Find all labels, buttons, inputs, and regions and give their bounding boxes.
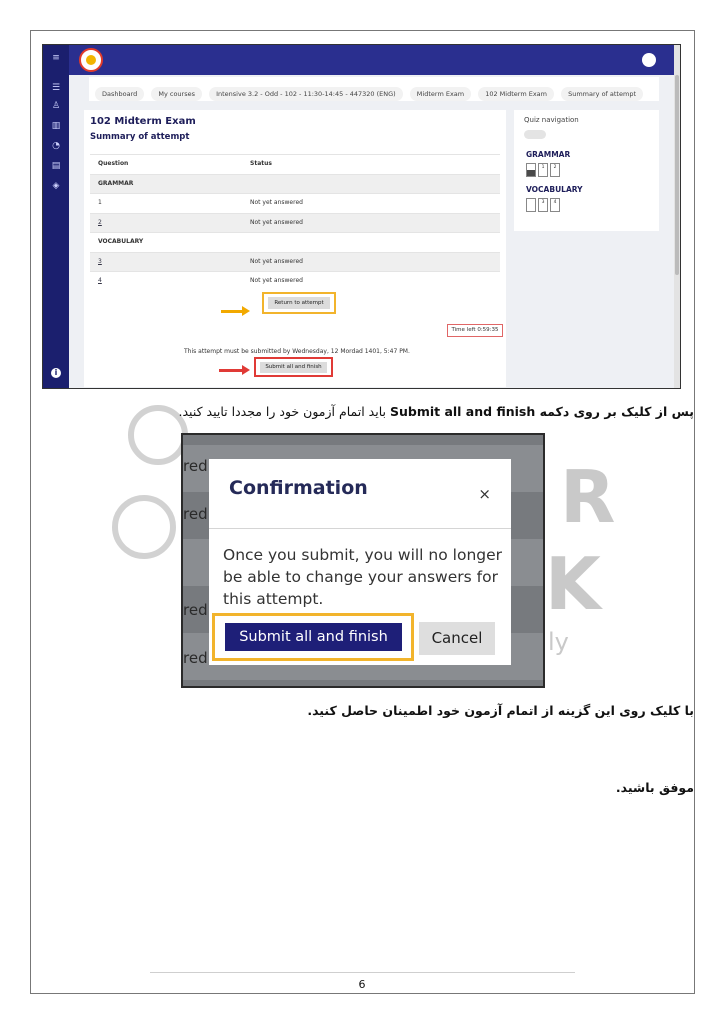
table-header-row xyxy=(90,154,500,174)
background-text: red xyxy=(183,505,208,523)
dialog-cancel-button[interactable]: Cancel xyxy=(419,622,495,655)
dialog-title: Confirmation xyxy=(229,477,368,499)
question-status: Not yet answered xyxy=(250,218,303,226)
breadcrumb-midterm-exam[interactable]: Midterm Exam xyxy=(410,87,471,101)
quiz-nav-button[interactable] xyxy=(526,198,536,212)
question-link[interactable]: 3 xyxy=(98,257,102,265)
dialog-divider xyxy=(209,528,511,529)
header-status: Status xyxy=(250,160,272,167)
nav-section-vocabulary: VOCABULARY xyxy=(526,185,583,194)
table-row xyxy=(90,213,500,233)
user-avatar[interactable] xyxy=(642,53,656,67)
instruction-1-after: باید اتمام آزمون خود را مجددا تایید کنید. xyxy=(178,404,390,419)
top-bar xyxy=(69,45,680,75)
background-text: red xyxy=(183,457,208,475)
question-status: Not yet answered xyxy=(250,257,303,265)
submit-all-and-finish-button[interactable]: Submit all and finish xyxy=(260,362,327,373)
red-arrow-icon xyxy=(219,369,243,372)
quiz-nav-button[interactable]: 1 xyxy=(538,163,548,177)
return-to-attempt-highlight xyxy=(262,292,336,314)
quiz-navigation-title: Quiz navigation xyxy=(524,116,579,124)
background-text: red xyxy=(183,649,208,667)
graduation-icon[interactable]: ◈ xyxy=(52,181,60,191)
breadcrumb-dashboard[interactable]: Dashboard xyxy=(95,87,144,101)
quiz-navigation-card xyxy=(514,110,659,231)
table-row xyxy=(90,252,500,272)
info-icon[interactable]: i xyxy=(51,368,61,378)
section-name: GRAMMAR xyxy=(98,179,134,187)
table-row xyxy=(90,271,500,291)
users-icon[interactable]: ♙ xyxy=(51,101,61,111)
breadcrumb-summary: Summary of attempt xyxy=(561,87,643,101)
calendar-icon[interactable]: ▤ xyxy=(51,161,61,171)
table-row xyxy=(90,174,500,194)
gauge-icon[interactable]: ◔ xyxy=(52,141,60,151)
breadcrumb xyxy=(89,77,659,101)
watermark-circle-bottom xyxy=(112,495,176,559)
summary-table xyxy=(90,154,500,291)
page-number: 6 xyxy=(358,978,366,991)
instruction-2: با کلیک روی این گزینه از اتمام آزمون خود اطمینان حاصل کنید. xyxy=(307,703,694,718)
dialog-message: Once you submit, you will no longer be able to change your answers for this attempt. xyxy=(223,546,503,608)
breadcrumb-quiz[interactable]: 102 Midterm Exam xyxy=(478,87,554,101)
breadcrumb-my-courses[interactable]: My courses xyxy=(151,87,202,101)
lms-summary-screenshot xyxy=(42,44,681,389)
time-left-badge: Time left 0:59:35 xyxy=(447,324,503,337)
book-icon[interactable]: ▥ xyxy=(51,121,61,131)
table-row xyxy=(90,232,500,252)
watermark-letter-r: R xyxy=(560,455,616,539)
submit-deadline-note: This attempt must be submitted by Wednesday, 12 Mordad 1401, 5:47 PM. xyxy=(184,348,410,355)
site-logo[interactable] xyxy=(79,48,103,72)
header-question: Question xyxy=(98,160,129,167)
question-status: Not yet answered xyxy=(250,277,303,284)
background-text: red xyxy=(183,601,208,619)
close-icon[interactable]: × xyxy=(478,485,491,503)
question-number: 1 xyxy=(98,199,102,206)
nav-section-grammar: GRAMMAR xyxy=(526,150,571,159)
instruction-1-button-name: Submit all and finish xyxy=(389,404,536,419)
instruction-1 xyxy=(179,404,694,419)
watermark-text-ly: ly xyxy=(548,628,569,656)
list-icon[interactable]: ☰ xyxy=(51,83,61,93)
section-name: VOCABULARY xyxy=(98,238,144,245)
breadcrumb-course[interactable]: Intensive 3.2 - Odd - 102 - 11:30-14:45 - 447320 (ENG) xyxy=(209,87,403,101)
scrollbar[interactable] xyxy=(674,45,680,388)
quiz-nav-button[interactable] xyxy=(526,163,536,177)
question-link[interactable]: 4 xyxy=(98,277,102,284)
side-nav xyxy=(43,45,69,388)
exam-title: 102 Midterm Exam xyxy=(90,116,196,127)
yellow-arrow-icon xyxy=(221,310,243,313)
question-status: Not yet answered xyxy=(250,199,303,206)
instruction-1-before: پس از کلیک بر روی دکمه xyxy=(535,404,694,419)
submit-highlight-frame xyxy=(212,613,414,661)
confirmation-dialog xyxy=(209,459,511,665)
nav-vocabulary-buttons xyxy=(526,198,562,217)
table-row xyxy=(90,193,500,213)
watermark-letter-k: K xyxy=(545,542,601,626)
scrollbar-thumb[interactable] xyxy=(675,75,679,275)
quiz-nav-button[interactable]: 3 xyxy=(538,198,548,212)
confirmation-dialog-screenshot xyxy=(181,433,545,688)
summary-card xyxy=(84,110,506,387)
quiz-nav-button[interactable]: 2 xyxy=(550,163,560,177)
submit-all-highlight xyxy=(254,357,333,377)
nav-grammar-buttons xyxy=(526,163,562,182)
quiz-nav-button[interactable]: 4 xyxy=(550,198,560,212)
question-link[interactable]: 2 xyxy=(98,218,102,226)
summary-title: Summary of attempt xyxy=(90,132,190,142)
return-to-attempt-button[interactable]: Return to attempt xyxy=(268,297,330,309)
dialog-submit-button[interactable]: Submit all and finish xyxy=(225,623,402,651)
user-placeholder xyxy=(524,130,546,139)
footer-divider xyxy=(150,972,575,973)
menu-icon[interactable]: ≡ xyxy=(52,53,60,63)
closing-text: موفق باشید. xyxy=(615,780,694,795)
